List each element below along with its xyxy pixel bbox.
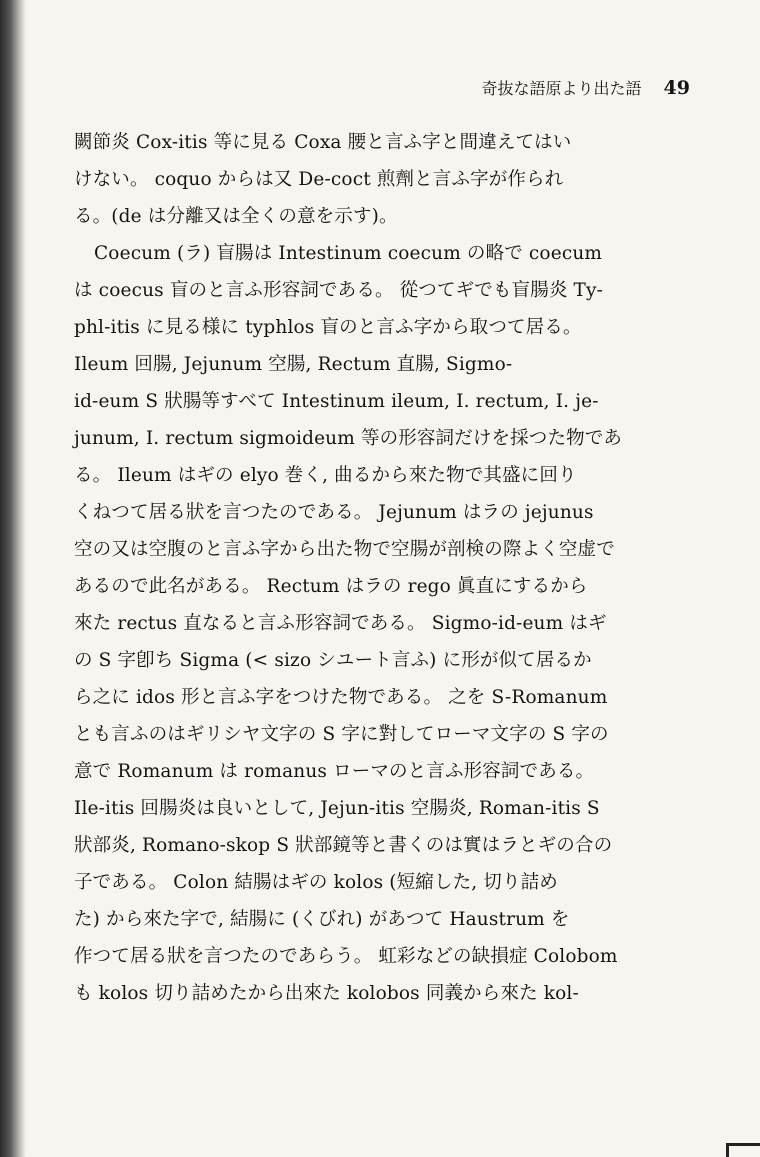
text-line: ら之に idos 形と言ふ字をつけた物である。 之を S-Romanum bbox=[74, 687, 608, 708]
page-corner-mark bbox=[726, 1143, 760, 1157]
text-line: た) から來た字で, 結腸に (くびれ) があつて Haustrum を bbox=[74, 909, 570, 930]
text-line: けない。 coquo からは又 De-coct 煎劑と言ふ字が作られ bbox=[74, 169, 564, 190]
text-line: は coecus 盲のと言ふ形容詞である。 從つてギでも盲腸炎 Ty- bbox=[74, 280, 604, 301]
text-line: 作つて居る狀を言つたのであらう。 虹彩などの缺損症 Colobom bbox=[74, 946, 618, 967]
text-line: とも言ふのはギリシヤ文字の S 字に對してローマ文字の S 字の bbox=[74, 724, 609, 745]
text-line: Ile-itis 回腸炎は良いとして, Jejun-itis 空腸炎, Roman-itis S bbox=[74, 798, 600, 819]
text-line: Coecum (ラ) 盲腸は Intestinum coecum の略で coecum bbox=[94, 243, 603, 264]
text-line: の S 字卽ち Sigma (< sizo シユート言ふ) に形が似て居るか bbox=[74, 650, 592, 671]
page-number: 49 bbox=[663, 77, 690, 99]
text-line: る。(de は分離又は全くの意を示す)。 bbox=[74, 206, 398, 227]
text-line: junum, I. rectum sigmoideum 等の形容詞だけを採つた物であ bbox=[74, 428, 623, 449]
text-line: id-eum S 狀腸等すべて Intestinum ileum, I. rectum, I. je- bbox=[74, 391, 599, 412]
running-header bbox=[0, 76, 690, 99]
page-body-text bbox=[74, 124, 694, 1012]
text-line: 狀部炎, Romano-skop S 狀部鏡等と書くのは實はラとギの合の bbox=[74, 835, 613, 856]
text-line: 空の又は空腹のと言ふ字から出た物で空腸が剖検の際よく空虚で bbox=[74, 539, 615, 560]
text-line: る。 Ileum はギの elyo 巻く, 曲るから來た物で其盛に回り bbox=[74, 465, 577, 486]
text-line: 子である。 Colon 結腸はギの kolos (短縮した, 切り詰め bbox=[74, 872, 558, 893]
text-line: Ileum 回腸, Jejunum 空腸, Rectum 直腸, Sigmo- bbox=[74, 354, 513, 375]
header-title: 奇抜な語原より出た語 bbox=[481, 79, 642, 98]
text-line: も kolos 切り詰めたから出來た kolobos 同義から來た kol- bbox=[74, 983, 579, 1004]
text-line: 來た rectus 直なると言ふ形容詞である。 Sigmo-id-eum はギ bbox=[74, 613, 607, 634]
page-binding-edge bbox=[0, 0, 26, 1157]
text-line: くねつて居る狀を言つたのである。 Jejunum はラの jejunus bbox=[74, 502, 594, 523]
text-line: 意で Romanum は romanus ローマのと言ふ形容詞である。 bbox=[74, 761, 595, 782]
text-line: 闕節炎 Cox-itis 等に見る Coxa 腰と言ふ字と間違えてはい bbox=[74, 132, 572, 153]
text-line: phl-itis に見る様に typhlos 盲のと言ふ字から取つて居る。 bbox=[74, 317, 582, 338]
text-line: あるので此名がある。 Rectum はラの rego 眞直にするから bbox=[74, 576, 588, 597]
